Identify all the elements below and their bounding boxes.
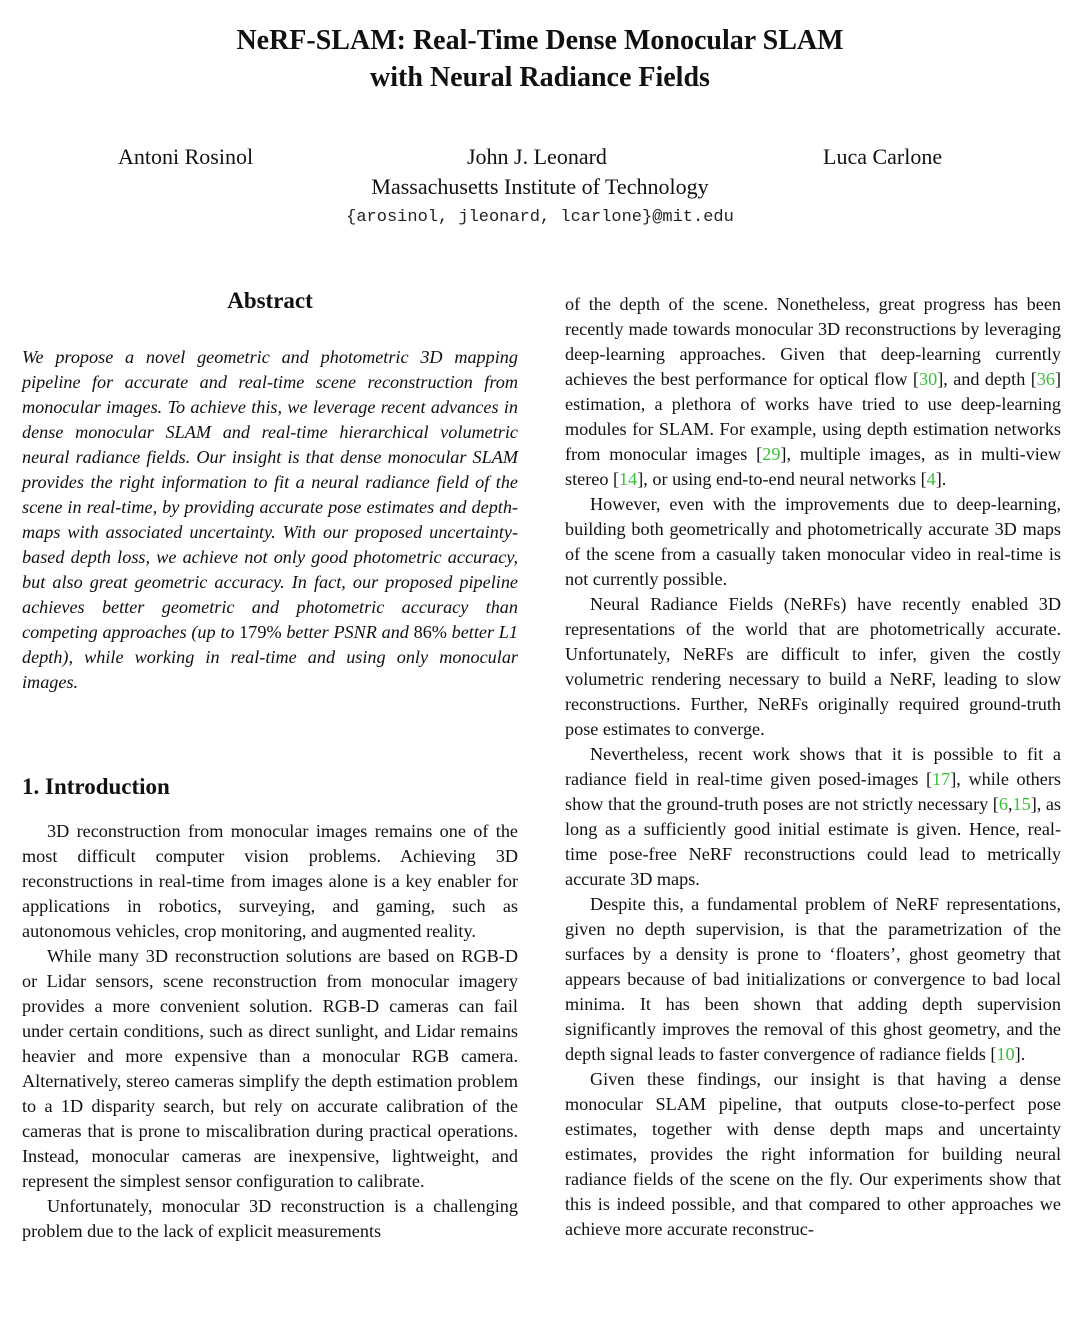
text-run: ], and depth [ <box>937 369 1037 389</box>
citation-link[interactable]: 10 <box>996 1044 1015 1064</box>
affiliation: Massachusetts Institute of Technology <box>371 174 709 199</box>
paragraph <box>565 292 1061 492</box>
text-run: of the depth of the scene. Nonetheless, great progress has been recently made towards monocular 3D reconstructions by leveraging deep-learning approaches. Given that deep-learning currently achieves the best performance for optical flow [ <box>565 294 1061 389</box>
citation-link[interactable]: 17 <box>932 769 951 789</box>
citation-link[interactable]: 15 <box>1012 794 1031 814</box>
abstract-body <box>22 345 518 695</box>
paragraph <box>565 742 1061 892</box>
section-heading-introduction: 1. Introduction <box>22 774 170 799</box>
abstract-text: better PSNR and <box>281 622 414 642</box>
text-run: ], or using end-to-end neural networks [ <box>637 469 927 489</box>
paragraph: Unfortunately, monocular 3D reconstruction is a challenging problem due to the lack of explicit measurements <box>22 1196 518 1241</box>
paper-title <box>0 22 1080 96</box>
text-run: Nevertheless, recent work shows that it is possible to fit a radiance field in real-time given posed-images [ <box>565 744 1061 789</box>
paragraph: However, even with the improvements due to deep-learning, building both geometrically and photometrically accurate 3D maps of the scene from a casually taken monocular video in real-time is not currently possible. <box>565 494 1061 589</box>
abstract-psnr-percent: 179% <box>239 622 282 642</box>
abstract-depth-percent: 86% <box>413 622 447 642</box>
author-2: John J. Leonard <box>467 144 607 169</box>
author-3: Luca Carlone <box>823 144 943 169</box>
text-run: ] estimation, a plethora of works have tried to use deep-learning modules for SLAM. For example, using depth estimation networks from monocular images [ <box>565 369 1062 464</box>
text-run: ]. <box>1014 1044 1026 1064</box>
text-run: ]. <box>935 469 947 489</box>
citation-link[interactable]: 14 <box>619 469 638 489</box>
citation-link[interactable]: 30 <box>919 369 938 389</box>
citation-link[interactable]: 6 <box>998 794 1008 814</box>
paragraph: While many 3D reconstruction solutions are based on RGB-D or Lidar sensors, scene reconstruction from monocular imagery provides a more convenient solution. RGB-D cameras can fail under certain conditions, such as direct sunlight, and Lidar remains heavier and more expensive than a monocular RGB camera. Alternatively, stereo cameras simplify the depth estimation problem to a 1D disparity search, but rely on accurate calibration of the cameras that is prone to miscalibration during practical operations. Instead, monocular cameras are inexpensive, lightweight, and represent the simplest sensor configuration to calibrate. <box>22 946 518 1191</box>
citation-link[interactable]: 36 <box>1036 369 1055 389</box>
abstract-text: better L1 depth), while working in real-time and using only monocular images. <box>22 622 518 692</box>
citation-link[interactable]: 4 <box>926 469 936 489</box>
author-emails: {arosinol, jleonard, lcarlone}@mit.edu <box>346 208 734 227</box>
left-column <box>22 819 518 1244</box>
text-run: ], multiple images, as in multi-view stereo [ <box>565 444 1061 489</box>
citation-link[interactable]: 29 <box>762 444 781 464</box>
text-run: , <box>1007 794 1013 814</box>
right-column <box>565 292 1061 1242</box>
text-run: Despite this, a fundamental problem of NeRF representations, given no depth supervision, is that the parametrization of the surfaces by a density is prone to ‘floaters’, ghost geometry that appears because of bad initializations or convergence to bad local minima. It has been shown that adding depth supervision significantly improves the removal of this ghost geometry, and the depth signal leads to faster convergence of radiance fields [ <box>565 894 1061 1064</box>
text-run: ], as long as a sufficiently good initial estimate is given. Hence, real-time pose-free NeRF reconstructions could lead to metrically accurate 3D maps. <box>565 794 1062 889</box>
title-line-1: NeRF-SLAM: Real-Time Dense Monocular SLAM <box>236 25 844 56</box>
paragraph: Neural Radiance Fields (NeRFs) have recently enabled 3D representations of the world that are photometrically accurate. Unfortunately, NeRFs are difficult to infer, given the costly volumetric rendering necessary to build a NeRF, leading to slow reconstructions. Further, NeRFs originally required ground-truth pose estimates to converge. <box>565 594 1061 739</box>
author-1: Antoni Rosinol <box>118 144 254 169</box>
paragraph <box>565 892 1061 1067</box>
paragraph: Given these findings, our insight is that having a dense monocular SLAM pipeline, that outputs close-to-perfect pose estimates, together with dense depth maps and uncertainty estimates, provides the right information for building neural radiance fields of the scene on the fly. Our experiments show that this is indeed possible, and that compared to other approaches we achieve more accurate reconstruc- <box>565 1069 1061 1239</box>
text-run: ], while others show that the ground-truth poses are not strictly necessary [ <box>565 769 1061 814</box>
title-line-2: with Neural Radiance Fields <box>370 62 710 93</box>
abstract-heading: Abstract <box>227 288 313 313</box>
paragraph: 3D reconstruction from monocular images remains one of the most difficult computer vision problems. Achieving 3D reconstructions in real-time from images alone is a key enabler for applications in robotics, surveying, and gaming, such as autonomous vehicles, crop monitoring, and augmented reality. <box>22 821 518 941</box>
abstract-text: We propose a novel geometric and photometric 3D mapping pipeline for accurate and real-time scene reconstruction from monocular images. To achieve this, we leverage recent advances in dense monocular SLAM and real-time hierarchical volumetric neural radiance fields. Our insight is that dense monocular SLAM provides the right information to fit a neural radiance field of the scene in real-time, by providing accurate pose estimates and depth-maps with associated uncertainty. With our proposed uncertainty-based depth loss, we achieve not only good photometric accuracy, but also great geometric accuracy. In fact, our proposed pipeline achieves better geometric and photometric accuracy than competing approaches (up to <box>22 347 518 642</box>
